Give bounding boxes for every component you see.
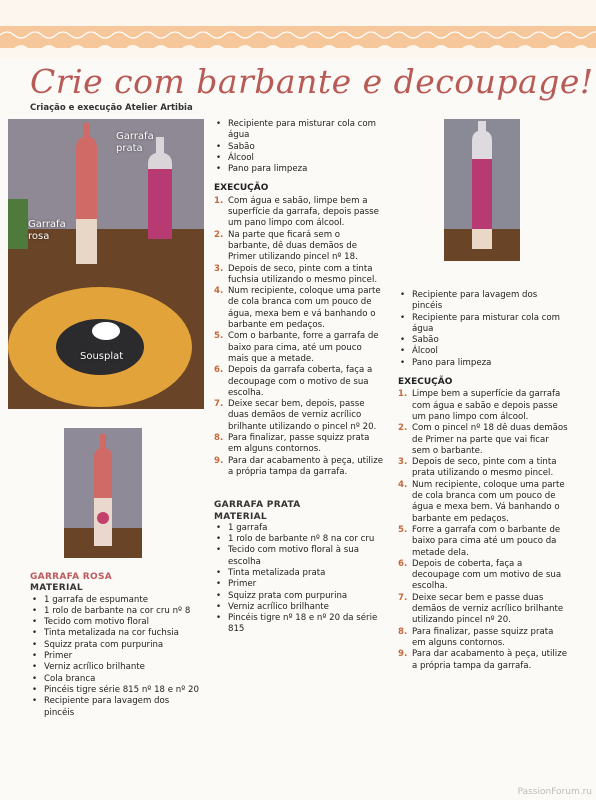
list-item: • Recipiente para misturar cola com água	[214, 119, 384, 142]
list-item: • Primer	[30, 651, 200, 662]
list-item: • Recipiente para misturar cola com água	[398, 313, 568, 336]
prata-exec-title: EXECUÇÃO	[398, 377, 453, 388]
label-garrafa-rosa: Garrafa rosa	[28, 219, 66, 242]
prata-heading: GARRAFA PRATA	[214, 500, 301, 511]
list-item: • 1 garrafa de espumante	[30, 595, 200, 606]
step-item: 8. Para finalizar, passe squizz prata em alguns contornos.	[398, 626, 554, 648]
page-title: Crie com barbante e decoupage!	[30, 62, 594, 101]
watermark: PassionForum.ru	[517, 787, 592, 797]
step-item: 9. Para dar acabamento à peça, utilize a própria tampa da garrafa.	[214, 455, 383, 477]
list-item: • Tecido com motivo floral	[30, 617, 200, 628]
step-item: 1. Com água e sabão, limpe bem a superfície da garrafa, depois passe um pano limpo com álcool.	[214, 195, 379, 229]
list-item: • Cola branca	[30, 674, 200, 685]
step-item: 2. Com o pincel nº 18 dê duas demãos de Primer na parte que vai ficar sem o barbante.	[398, 423, 568, 456]
list-item: • Squizz prata com purpurina	[214, 591, 384, 602]
list-item: • Álcool	[398, 346, 568, 357]
middle-column	[214, 119, 384, 636]
wavy-border	[0, 26, 596, 52]
rosa-steps	[214, 196, 384, 478]
step-item: 2. Na parte que ficará sem o barbante, dê duas demãos de Primer utilizando pincel nº 18.	[214, 229, 358, 263]
list-item: • Verniz acrílico brilhante	[214, 602, 384, 613]
right-column	[398, 290, 568, 672]
prata-material-list-cont	[398, 290, 568, 369]
step-item: 4. Num recipiente, coloque uma parte de cola branca com um pouco de água e mexa bem. Vá banhando o barbante em pedaços.	[398, 479, 565, 524]
rosa-material-list	[30, 595, 200, 719]
list-item: • Sabão	[398, 335, 568, 346]
step-item: 6. Depois da garrafa coberta, faça a decoupage com o motivo de sua escolha.	[214, 365, 373, 398]
list-item: • Tinta metalizada prata	[214, 568, 384, 579]
step-item: 4. Num recipiente, coloque uma parte de cola branca com um pouco de água, mexa bem e vá banhando o barbante em pedaços.	[214, 286, 381, 331]
prata-material-title: MATERIAL	[214, 511, 267, 522]
main-photo	[8, 119, 204, 409]
list-item: • Tecido com motivo floral à sua escolha	[214, 545, 384, 568]
rosa-heading: GARRAFA ROSA	[30, 572, 113, 582]
list-item: • Pano para limpeza	[214, 164, 384, 175]
rosa-material-title: MATERIAL	[30, 583, 83, 594]
rose-bottle-photo	[64, 428, 142, 558]
list-item: • Recipiente para lavagem dos pincéis	[398, 290, 568, 313]
rosa-material-list-cont	[214, 119, 384, 175]
list-item: • 1 rolo de barbante nº 8 na cor cru	[214, 534, 384, 545]
list-item: • Pincéis tigre nº 18 e nº 20 da série 815	[214, 613, 384, 636]
list-item: • Squizz prata com purpurina	[30, 640, 200, 651]
rosa-exec-title: EXECUÇÃO	[214, 183, 269, 194]
list-item: • Sabão	[214, 142, 384, 153]
list-item: • Primer	[214, 579, 384, 590]
prata-material-list	[214, 523, 384, 636]
step-item: 3. Depois de seco, pinte com a tinta prata utilizando o mesmo pincel.	[398, 457, 557, 479]
label-garrafa-prata: Garrafa prata	[116, 131, 154, 154]
step-item: 7. Deixe secar bem e passe duas demãos de verniz acrílico brilhante utilizando pincel nº 20.	[398, 592, 564, 626]
prata-steps	[398, 389, 568, 671]
step-item: 9. Para dar acabamento à peça, utilize a própria tampa da garrafa.	[398, 649, 567, 671]
list-item: • Recipiente para lavagem dos pincéis	[30, 696, 200, 719]
step-item: 7. Deixe secar bem, depois, passe duas demãos de verniz acrílico brilhante utilizando o pincel nº 20.	[214, 399, 377, 432]
step-item: 1. Limpe bem a superfície da garrafa com água e sabão e depois passe um pano limpo com álcool.	[398, 389, 561, 422]
step-item: 8. Para finalizar, passe squizz prata em alguns contornos.	[214, 433, 370, 455]
list-item: • 1 garrafa	[214, 523, 384, 534]
list-item: • Pano para limpeza	[398, 358, 568, 369]
step-item: 3. Depois de seco, pinte com a tinta fuchsia utilizando o mesmo pincel.	[214, 263, 378, 285]
step-item: 6. Depois de coberta, faça a decoupage com um motivo de sua escolha.	[398, 558, 562, 592]
step-item: 5. Forre a garrafa com o barbante de baixo para cima até um pouco da metade dela.	[398, 524, 561, 558]
list-item: • Álcool	[214, 153, 384, 164]
credit-line: Criação e execução Atelier Artibia	[30, 103, 193, 113]
label-sousplat: Sousplat	[80, 351, 124, 362]
list-item: • Verniz acrílico brilhante	[30, 662, 200, 673]
step-item: 5. Com o barbante, forre a garrafa de baixo para cima, até um pouco mais que a metade.	[214, 331, 379, 364]
silver-bottle-photo	[444, 119, 520, 261]
rosa-material-section	[30, 572, 200, 719]
list-item: • Tinta metalizada na cor fuchsia	[30, 628, 200, 639]
list-item: • Pincéis tigre série 815 nº 18 e nº 20	[30, 685, 200, 696]
list-item: • 1 rolo de barbante na cor cru nº 8	[30, 606, 200, 617]
